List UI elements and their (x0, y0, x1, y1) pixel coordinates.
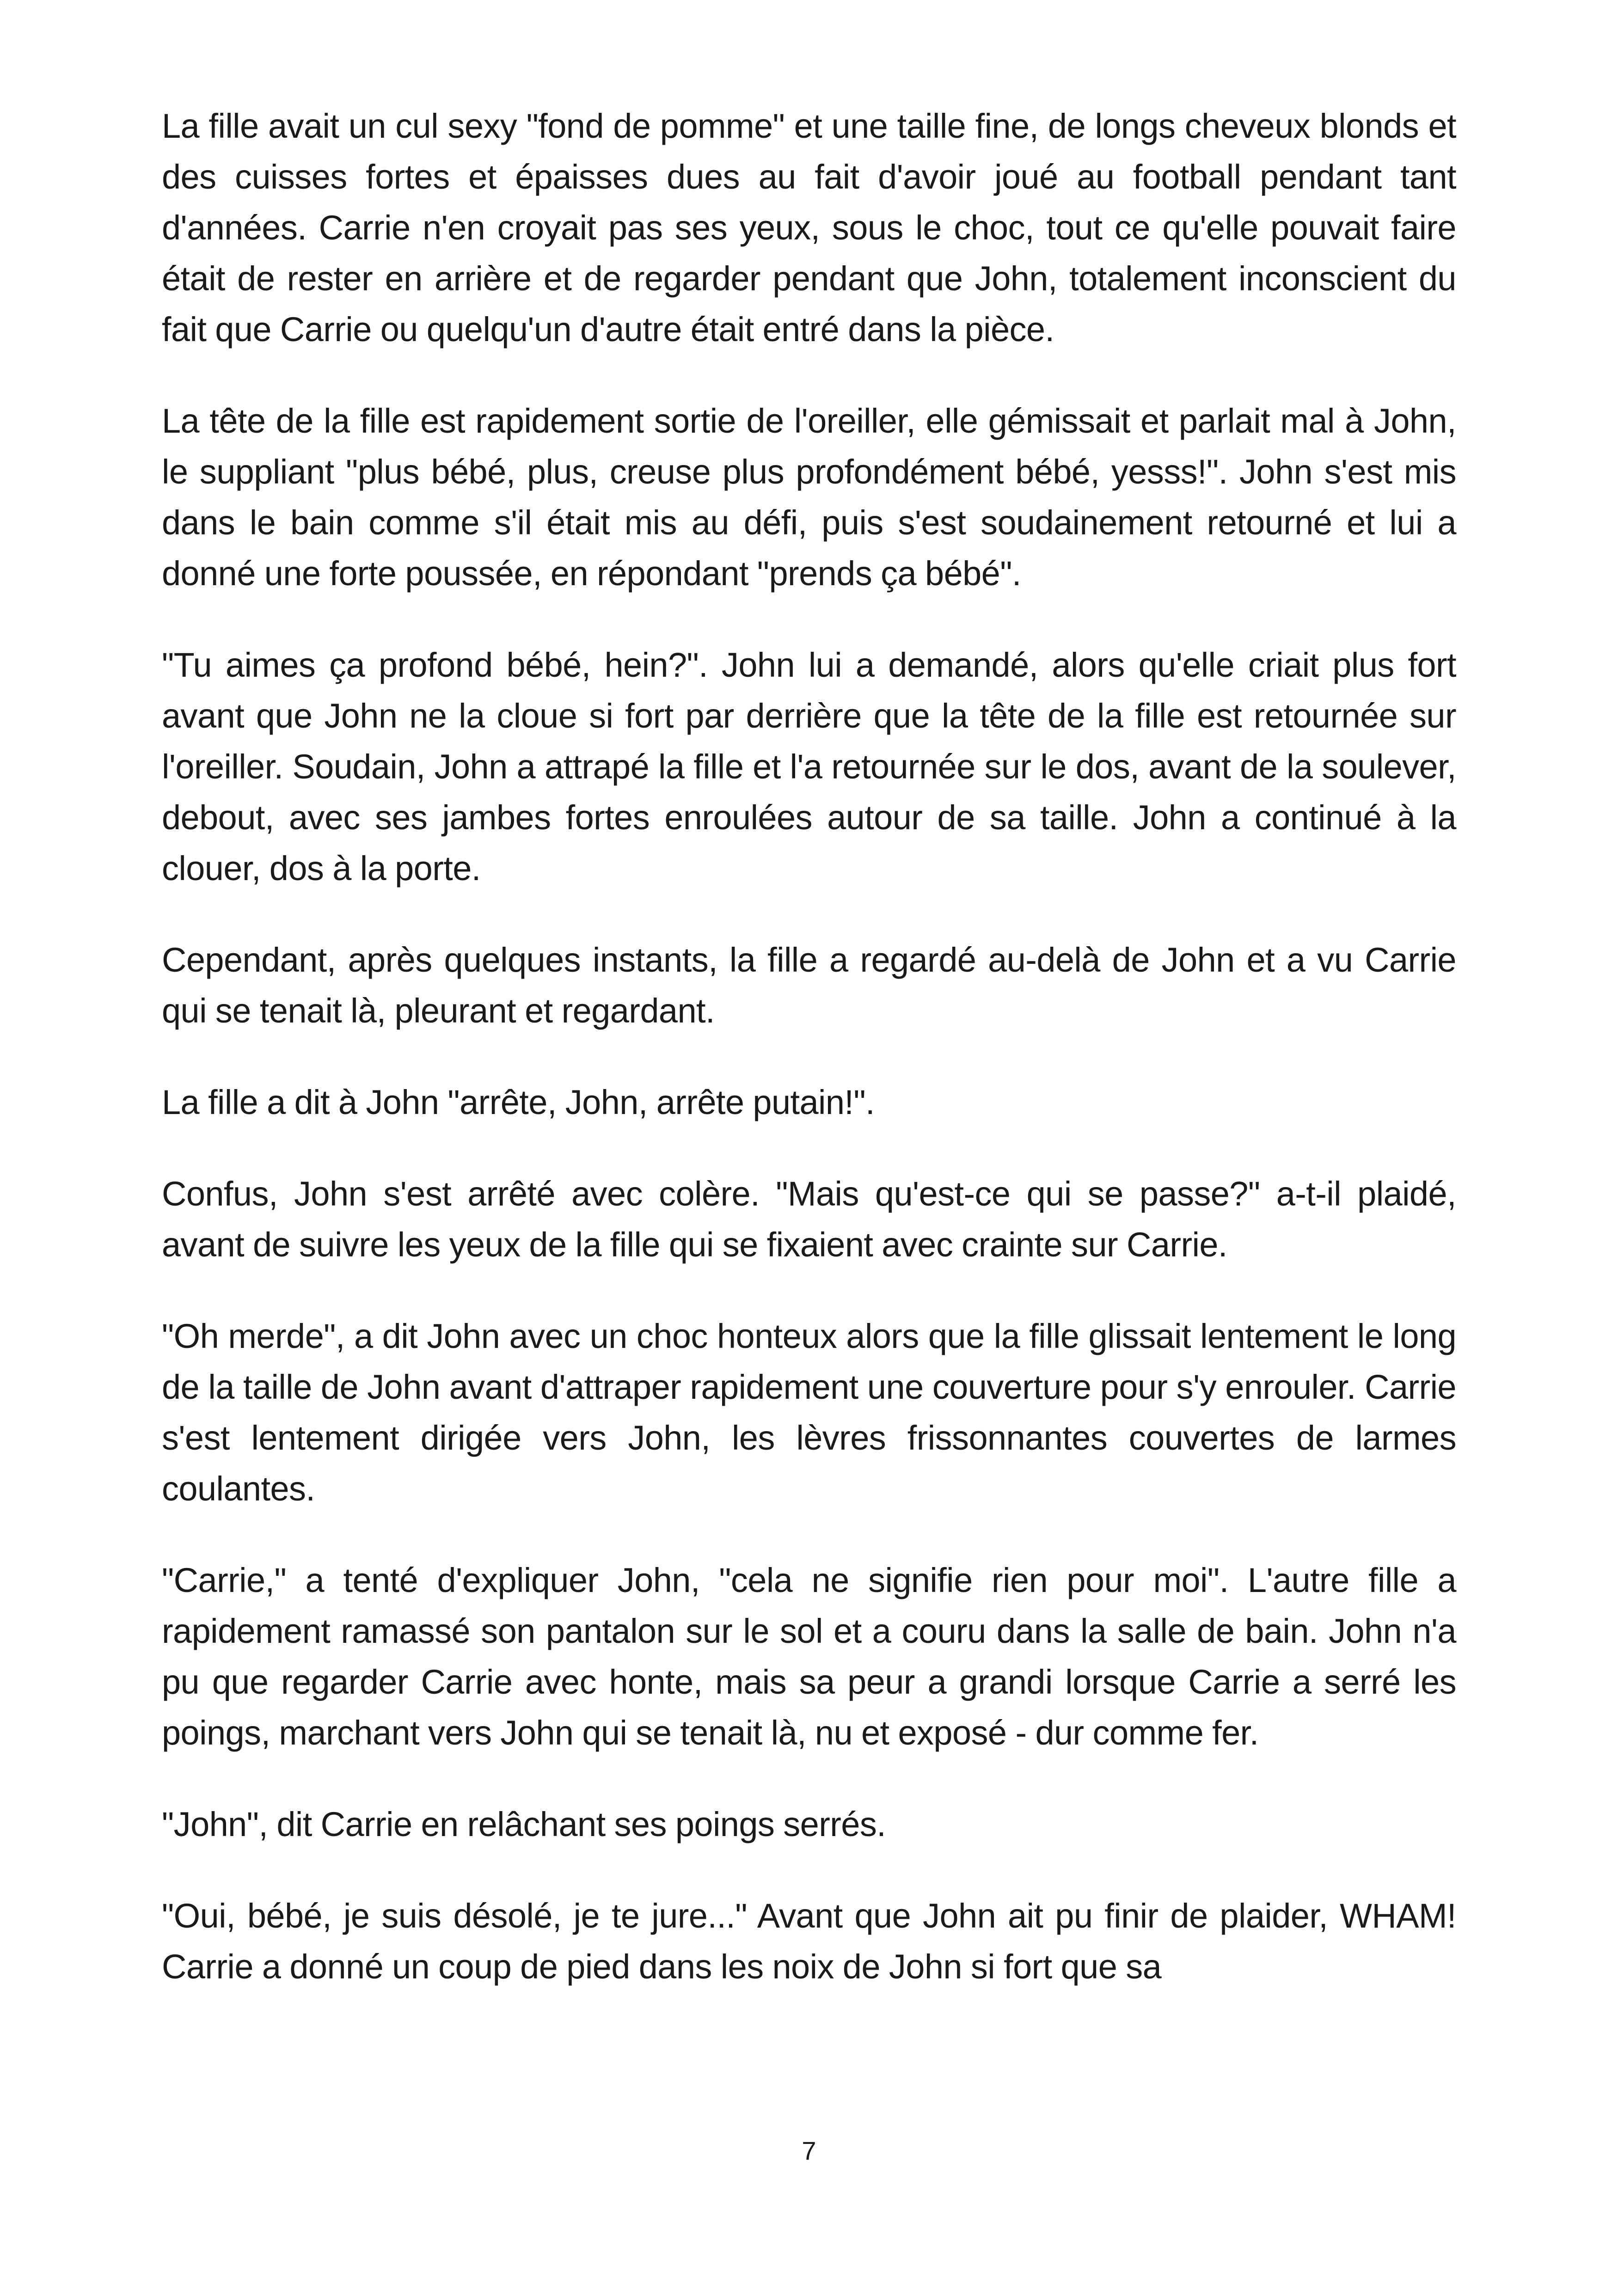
paragraph-9: "John", dit Carrie en relâchant ses poings serrés. (162, 1805, 886, 1843)
paragraph-5: La fille a dit à John "arrête, John, arrête putain!". (162, 1083, 875, 1121)
paragraph-8: "Carrie," a tenté d'expliquer John, "cela ne signifie rien pour moi". L'autre fille a rapidement ramassé son pantalon sur le sol et a couru dans la salle de bain. John n'a pu que regarder Carrie avec honte, mais sa peur a grandi lorsque Carrie a serré les poings, marchant vers John qui se tenait là, nu et exposé - dur comme fer. (162, 1561, 1456, 1752)
page-number: 7 (802, 2136, 816, 2165)
paragraph-10: "Oui, bébé, je suis désolé, je te jure..." Avant que John ait pu finir de plaider, WHAM! Carrie a donné un coup de pied dans les noix de John si fort que sa (162, 1897, 1456, 1986)
paragraph-4: Cependant, après quelques instants, la fille a regardé au-delà de John et a vu Carrie qui se tenait là, pleurant et regardant. (162, 941, 1456, 1030)
paragraph-7: "Oh merde", a dit John avec un choc honteux alors que la fille glissait lentement le long de la taille de John avant d'attraper rapidement une couverture pour s'y enrouler. Carrie s'est lentement dirigée vers John, les lèvres frissonnantes couvertes de larmes coulantes. (162, 1317, 1456, 1508)
body-text (162, 101, 1456, 1992)
paragraph-1: La fille avait un cul sexy "fond de pomme" et une taille fine, de longs cheveux blonds et des cuisses fortes et épaisses dues au fait d'avoir joué au football pendant tant d'années. Carrie n'en croyait pas ses yeux, sous le choc, tout ce qu'elle pouvait faire était de rester en arrière et de regarder pendant que John, totalement inconscient du fait que Carrie ou quelqu'un d'autre était entré dans la pièce. (162, 107, 1456, 349)
paragraph-2: La tête de la fille est rapidement sortie de l'oreiller, elle gémissait et parlait mal à John, le suppliant "plus bébé, plus, creuse plus profondément bébé, yesss!". John s'est mis dans le bain comme s'il était mis au défi, puis s'est soudainement retourné et lui a donné une forte poussée, en répondant "prends ça bébé". (162, 402, 1456, 593)
paragraph-3: "Tu aimes ça profond bébé, hein?". John lui a demandé, alors qu'elle criait plus fort avant que John ne la cloue si fort par derrière que la tête de la fille est retournée sur l'oreiller. Soudain, John a attrapé la fille et l'a retournée sur le dos, avant de la soulever, debout, avec ses jambes fortes enroulées autour de sa taille. John a continué à la clouer, dos à la porte. (162, 646, 1456, 888)
paragraph-6: Confus, John s'est arrêté avec colère. "Mais qu'est-ce qui se passe?" a-t-il plaidé, avant de suivre les yeux de la fille qui se fixaient avec crainte sur Carrie. (162, 1175, 1456, 1264)
